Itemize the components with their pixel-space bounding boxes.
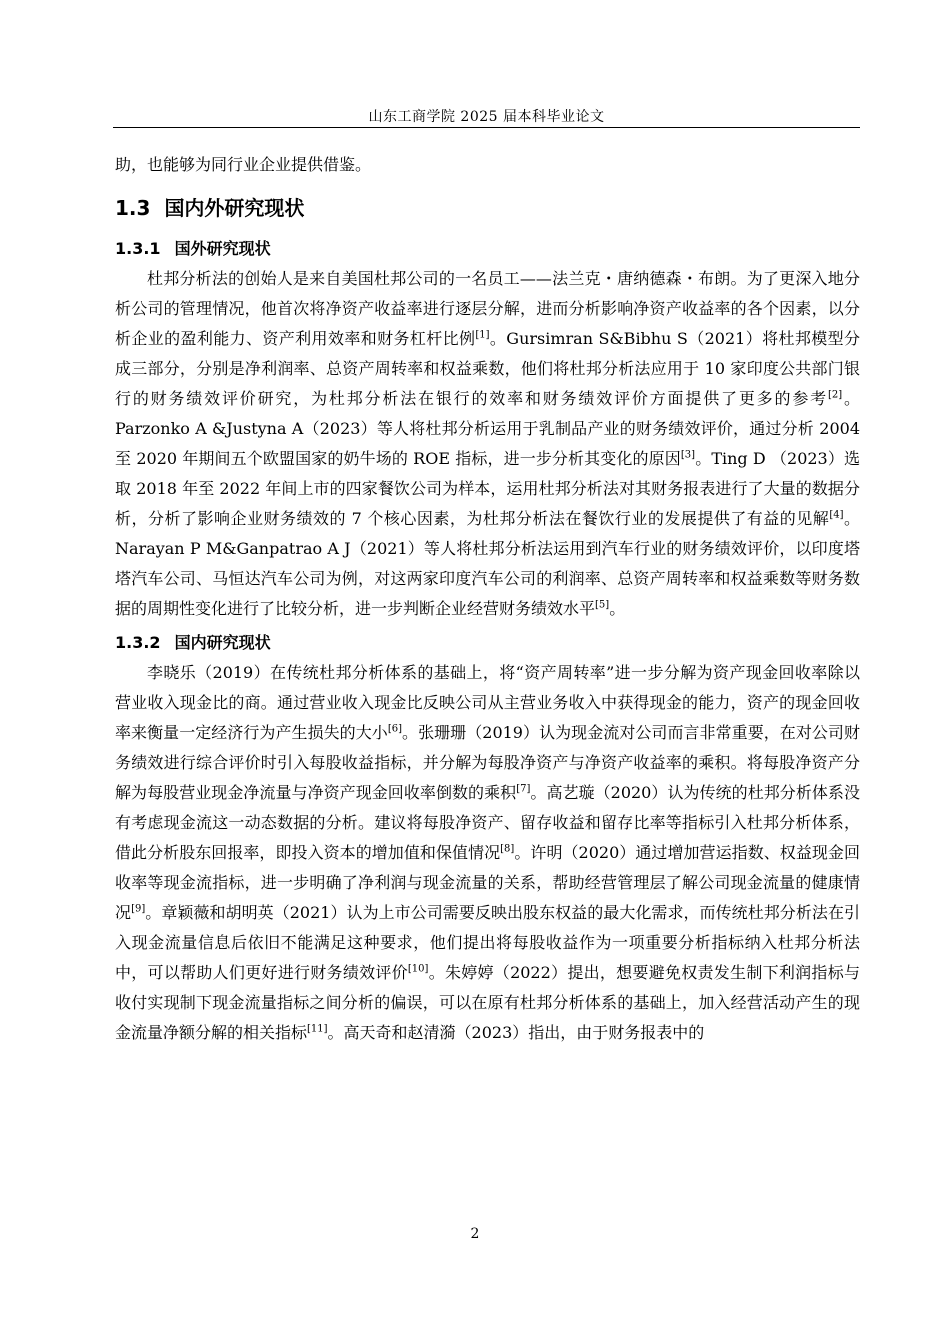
subsection-number: 1.3.1 [115,239,161,258]
text-run: 。Ting D （2023）选取 2018 年至 2022 年间上市的四家餐饮公司为样本，运用杜邦分析法对其财务报表进行了大量的数据分析，分析了影响企业财务绩效的 7 个核心因素，为杜邦分析法在餐饮行业的发展提供了有益的见解 [115,449,860,528]
text-run: 。Parzonko A &Justyna A（2023）等人将杜邦分析运用于乳制品产业的财务绩效评价，通过分析 2004 至 2020 年期间五个欧盟国家的奶牛场的 ROE 指标，进一步分析其变化的原因 [115,389,860,468]
citation: [10] [407,963,429,975]
subsection-title: 国内研究现状 [174,633,271,652]
text-run: 。Narayan P M&Ganpatrao A J（2021）等人将杜邦分析法运用到汽车行业的财务绩效评价，以印度塔塔汽车公司、马恒达汽车公司为例，对这两家印度汽车公司的利润率、总资产周转率和权益乘数等财务数据的周期性变化进行了比较分析，进一步判断企业经营财务绩效水平 [115,509,860,618]
subsection-number: 1.3.2 [115,633,161,652]
text-run: 杜邦分析法的创始人是来自美国杜邦公司的一名员工——法兰克・唐纳德森・布朗。为了更深入地分析公司的管理情况，他首次将净资产收益率进行逐层分解，进而分析影响净资产收益率的各个因素，以分析企业的盈利能力、资产利用效率和财务杠杆比例 [115,269,860,348]
text-run: 。章颖薇和胡明英（2021）认为上市公司需要反映出股东权益的最大化需求，而传统杜邦分析法在引入现金流量信息后依旧不能满足这种要求，他们提出将每股收益作为一项重要分析指标纳入杜邦分析法中，可以帮助人们更好进行财务绩效评价 [115,903,860,982]
citation: [7] [516,783,531,795]
citation: [6] [387,723,402,735]
text-run: 。张珊珊（2019）认为现金流对公司而言非常重要，在对公司财务绩效进行综合评价时引入每股收益指标，并分解为每股净资产与净资产收益率的乘积。将每股净资产分解为每股营业现金净流量与净资产现金回收率倒数的乘积 [115,723,860,802]
subsection-heading-foreign [115,234,860,264]
text-run: 。高艺璇（2020）认为传统的杜邦分析体系没有考虑现金流这一动态数据的分析。建议将每股净资产、留存收益和留存比率等指标引入杜邦分析体系，借此分析股东回报率，即投入资本的增加值和保值情况 [115,783,860,862]
subsection-heading-domestic [115,628,860,658]
text-run: 李晓乐（2019）在传统杜邦分析体系的基础上，将“资产周转率”进一步分解为资产现金回收率除以营业收入现金比的商。通过营业收入现金比反映公司从主营业务收入中获得现金的能力，资产的现金回收率来衡量一定经济行为产生损失的大小 [115,663,860,742]
citation: [2] [827,389,843,401]
text-run: 。Gursimran S&Bibhu S（2021）将杜邦模型分成三部分，分别是净利润率、总资产周转率和权益乘数，他们将杜邦分析法应用于 10 家印度公共部门银行的财务绩效评价研究，为杜邦分析法在银行的效率和财务绩效评价方面提供了更多的参考 [115,329,860,408]
running-header: 山东工商学院 2025 届本科毕业论文 [368,109,605,125]
citation: [11] [307,1023,328,1035]
text-run: 。 [609,599,626,618]
page-body [115,150,860,1048]
section-heading [115,192,860,224]
section-title: 国内外研究现状 [164,196,305,220]
citation: [9] [131,903,146,915]
citation: [5] [595,599,610,611]
text-run: 。高天奇和赵清漪（2023）指出，由于财务报表中的 [327,1023,705,1042]
subsection-title: 国外研究现状 [174,239,271,258]
domestic-research-paragraph [115,658,860,1048]
header-rule [113,127,860,128]
text-run: 。许明（2020）通过增加营运指数、权益现金回收率等现金流指标，进一步明确了净利润与现金流量的关系，帮助经营管理层了解公司现金流量的健康情况 [115,843,860,922]
citation: [1] [475,329,490,341]
citation: [3] [680,449,696,461]
citation: [8] [500,843,515,855]
foreign-research-paragraph [115,264,860,624]
citation: [4] [829,509,844,521]
continuation-paragraph: 助，也能够为同行业企业提供借鉴。 [115,155,372,174]
section-number: 1.3 [115,196,151,220]
page-number: 2 [470,1226,480,1242]
text-run: 。朱婷婷（2022）提出，想要避免权责发生制下利润指标与收付实现制下现金流量指标之间分析的偏误，可以在原有杜邦分析体系的基础上，加入经营活动产生的现金流量净额分解的相关指标 [115,963,860,1042]
